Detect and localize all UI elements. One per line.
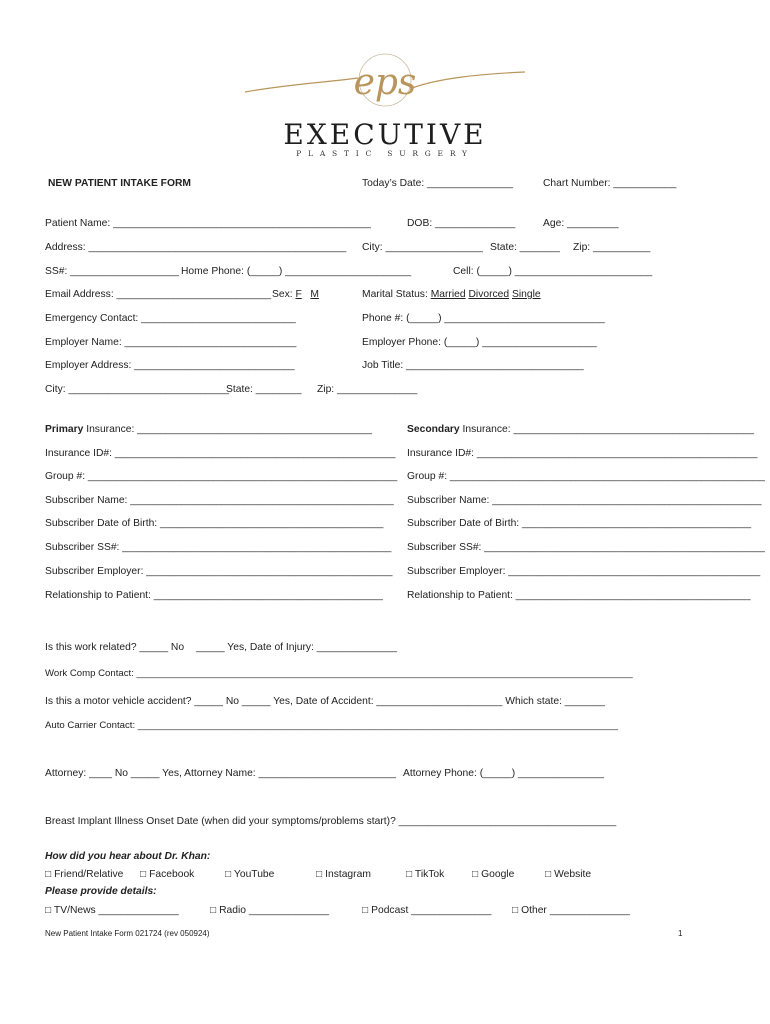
primary-subscriber-employer-field[interactable]: Subscriber Employer: ___________________________________________ [45, 566, 393, 577]
referral-option-friend-relative[interactable] [45, 869, 123, 881]
marital-option-divorced[interactable]: Divorced [468, 289, 510, 300]
secondary-group-field[interactable]: Group #: _______________________________________________________ [407, 471, 765, 482]
employer-name-field[interactable]: Employer Name: ______________________________ [45, 337, 297, 348]
primary-group-field[interactable]: Group #: ______________________________________________________ [45, 471, 398, 482]
email-field[interactable]: Email Address: ___________________________ [45, 289, 272, 300]
referral-option-website[interactable] [545, 869, 591, 881]
secondary-insurance-label: Secondary [407, 424, 460, 435]
state-field[interactable]: State: _______ [490, 242, 560, 253]
referral-option-label: Facebook [149, 869, 195, 880]
marital-status-label: Marital Status: [362, 289, 428, 300]
detail-option-label[interactable]: Other ______________ [521, 905, 630, 916]
brand-tagline: PLASTIC SURGERY [296, 149, 474, 158]
checkbox-icon[interactable]: □ [362, 905, 369, 916]
referral-option-youtube[interactable] [225, 869, 274, 881]
age-field[interactable]: Age: _________ [543, 218, 619, 229]
referral-option-label: Friend/Relative [54, 869, 124, 880]
dob-field[interactable]: DOB: ______________ [407, 218, 516, 229]
attorney-field[interactable]: Attorney: ____ No _____ Yes, Attorney Name: ________________________ [45, 768, 396, 779]
detail-option-label[interactable]: TV/News ______________ [53, 905, 179, 916]
form-title: NEW PATIENT INTAKE FORM [48, 178, 191, 189]
brand-name: EXECUTIVE [283, 118, 487, 151]
logo-swash-right [412, 72, 525, 88]
referral-option-label: Instagram [325, 869, 371, 880]
primary-subscriber-ss-field[interactable]: Subscriber SS#: _______________________________________________ [45, 542, 392, 553]
referral-option-instagram[interactable] [316, 869, 371, 881]
todays-date-field[interactable]: Today’s Date: _______________ [362, 178, 513, 189]
referral-option-label: Website [554, 869, 592, 880]
employer-city-field[interactable]: City: ____________________________ [45, 384, 229, 395]
address-field[interactable]: Address: _____________________________________________ [45, 242, 347, 253]
checkbox-icon[interactable]: □ [472, 869, 479, 880]
checkbox-icon[interactable]: □ [210, 905, 217, 916]
referral-option-google[interactable] [472, 869, 514, 881]
work-related-yes-field[interactable]: _____ Yes, Date of Injury: ______________ [196, 642, 397, 653]
checkbox-icon[interactable]: □ [140, 869, 147, 880]
checkbox-icon[interactable]: □ [316, 869, 323, 880]
emergency-phone-field[interactable]: Phone #: (_____) ____________________________ [362, 313, 605, 324]
cell-field[interactable]: Cell: (_____) ________________________ [453, 266, 653, 277]
job-title-field[interactable]: Job Title: _______________________________ [362, 360, 584, 371]
secondary-relationship-field[interactable]: Relationship to Patient: _________________________________________ [407, 590, 751, 601]
referral-option-label: YouTube [233, 869, 275, 880]
referral-option-facebook[interactable] [140, 869, 194, 881]
sex-option-f[interactable]: F [295, 289, 302, 300]
primary-insurance-blank[interactable]: Insurance: _________________________________________ [83, 424, 372, 435]
employer-zip-field[interactable]: Zip: ______________ [317, 384, 418, 395]
motor-vehicle-accident-field[interactable]: Is this a motor vehicle accident? _____ No _____ Yes, Date of Accident: ______________________ Which state: _______ [45, 696, 605, 707]
detail-option-label[interactable]: Radio ______________ [219, 905, 330, 916]
home-phone-field[interactable]: Home Phone: (_____) ______________________ [181, 266, 412, 277]
primary-subscriber-name-field[interactable]: Subscriber Name: ______________________________________________ [45, 495, 394, 506]
logo-swash-left [245, 78, 358, 92]
detail-option-label[interactable]: Podcast ______________ [371, 905, 492, 916]
footer-form-id: New Patient Intake Form 021724 (rev 050924) [45, 929, 210, 938]
marital-option-single[interactable]: Single [511, 289, 541, 300]
eps-monogram-logo [240, 48, 530, 120]
checkbox-icon[interactable]: □ [225, 869, 232, 880]
referral-option-label: Google [481, 869, 515, 880]
detail-option-podcast[interactable] [362, 905, 491, 917]
primary-insurance-field[interactable] [45, 424, 372, 436]
checkbox-icon[interactable]: □ [45, 869, 52, 880]
primary-insurance-id-field[interactable]: Insurance ID#: _________________________________________________ [45, 448, 396, 459]
sex-option-m[interactable]: M [310, 289, 319, 300]
sex-label: Sex: [272, 289, 293, 300]
chart-number-field[interactable]: Chart Number: ___________ [543, 178, 677, 189]
marital-option-married[interactable]: Married [430, 289, 466, 300]
secondary-subscriber-dob-field[interactable]: Subscriber Date of Birth: ________________________________________ [407, 518, 752, 529]
referral-option-tiktok[interactable] [406, 869, 444, 881]
marital-status-field [362, 289, 541, 301]
checkbox-icon[interactable]: □ [45, 905, 52, 916]
secondary-subscriber-name-field[interactable]: Subscriber Name: _______________________________________________ [407, 495, 762, 506]
secondary-insurance-id-field[interactable]: Insurance ID#: _________________________________________________ [407, 448, 758, 459]
primary-insurance-label: Primary [45, 424, 84, 435]
city-field[interactable]: City: _________________ [362, 242, 483, 253]
emergency-contact-field[interactable]: Emergency Contact: ___________________________ [45, 313, 296, 324]
patient-name-field[interactable]: Patient Name: _____________________________________________ [45, 218, 371, 229]
employer-address-field[interactable]: Employer Address: ____________________________ [45, 360, 295, 371]
referral-heading: How did you hear about Dr. Khan: [45, 851, 211, 862]
primary-subscriber-dob-field[interactable]: Subscriber Date of Birth: _______________________________________ [45, 518, 384, 529]
employer-state-field[interactable]: State: ________ [226, 384, 302, 395]
checkbox-icon[interactable]: □ [406, 869, 413, 880]
primary-relationship-field[interactable]: Relationship to Patient: ________________________________________ [45, 590, 383, 601]
page-number: 1 [678, 929, 683, 938]
referral-option-label: TikTok [414, 869, 445, 880]
breast-implant-onset-field[interactable]: Breast Implant Illness Onset Date (when did your symptoms/problems start)? ______________________________________ [45, 816, 617, 827]
auto-carrier-contact-field[interactable]: Auto Carrier Contact: __________________________________________________________________________________________ [45, 720, 618, 731]
work-comp-contact-field[interactable]: Work Comp Contact: _____________________________________________________________________________________________ [45, 668, 633, 679]
attorney-phone-field[interactable]: Attorney Phone: (_____) _______________ [403, 768, 604, 779]
secondary-insurance-field[interactable] [407, 424, 754, 436]
employer-phone-field[interactable]: Employer Phone: (_____) ____________________ [362, 337, 597, 348]
work-related-no-field[interactable]: Is this work related? _____ No [45, 642, 185, 653]
checkbox-icon[interactable]: □ [512, 905, 519, 916]
details-heading: Please provide details: [45, 886, 157, 897]
sex-field [272, 289, 319, 301]
secondary-subscriber-ss-field[interactable]: Subscriber SS#: _________________________________________________ [407, 542, 765, 553]
checkbox-icon[interactable]: □ [545, 869, 552, 880]
secondary-insurance-blank[interactable]: Insurance: __________________________________________ [459, 424, 754, 435]
logo-monogram-text: eps [353, 62, 417, 103]
detail-option-tv-news[interactable] [45, 905, 179, 917]
zip-field[interactable]: Zip: __________ [573, 242, 651, 253]
detail-option-radio[interactable] [210, 905, 329, 917]
ss-field[interactable]: SS#: ___________________ [45, 266, 179, 277]
secondary-subscriber-employer-field[interactable]: Subscriber Employer: ____________________________________________ [407, 566, 761, 577]
detail-option-other[interactable] [512, 905, 630, 917]
